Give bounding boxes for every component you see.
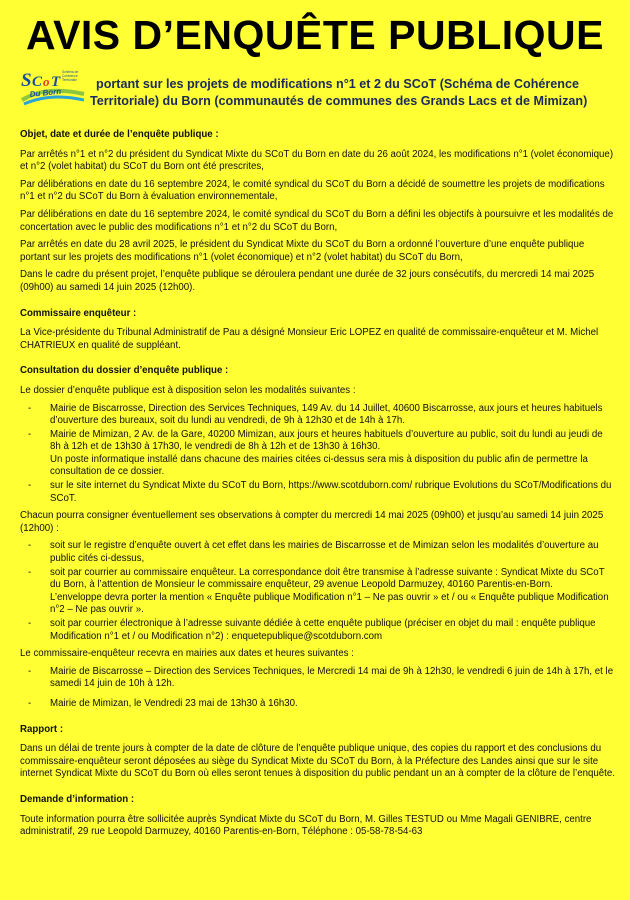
consultation-list bbox=[20, 403, 616, 506]
section-rapport bbox=[20, 724, 616, 781]
paragraph: Par arrêtés n°1 et n°2 du président du Syndicat Mixte du SCoT du Born en date du 26 août 2024, les modifications n°1 (volet économique) et n°2 (volet habitat) du SCoT du Born ont été prescrites, bbox=[20, 148, 614, 173]
paragraph: Le commissaire-enquêteur recevra en mairies aux dates et heures suivantes : bbox=[20, 648, 354, 660]
section-heading: Consultation du dossier d’enquête publique : bbox=[20, 365, 229, 377]
paragraph: Chacun pourra consigner éventuellement ses observations à compter du mercredi 14 mai 2025 (09h00) et jusqu’au samedi 14 juin 2025 (12h00) : bbox=[20, 510, 604, 534]
section-heading: Rapport : bbox=[20, 723, 64, 735]
paragraph: Dans le cadre du présent projet, l’enquête publique se déroulera pendant une durée de 32 jours consécutifs, du mercredi 14 mai 2025 (09h00) au samedi 14 juin 2025 (12h00). bbox=[20, 269, 595, 293]
observations-list bbox=[20, 540, 616, 643]
paragraph: Toute information pourra être sollicitée auprès Syndicat Mixte du SCoT du Born, M. Gilles TESTUD ou Mme Magali GENIBRE, centre administratif, 29 rue Leopold Darmuzey, 40160 Parentis-en-Born, Téléphone : 05-58-78-54-63 bbox=[20, 813, 592, 838]
section-objet bbox=[20, 129, 616, 295]
section-heading: Objet, date et durée de l’enquête publique : bbox=[20, 129, 219, 140]
list-item: - soit par courrier électronique à l’adresse suivante dédiée à cette enquête publique (préciser en objet du mail : enquête publique Modification n°1 et / ou Modification n°2) : enquetepublique@scotduborn.com bbox=[20, 618, 616, 643]
section-consultation bbox=[20, 365, 616, 710]
svg-text:C: C bbox=[32, 74, 43, 90]
paragraph: Par délibérations en date du 16 septembre 2024, le comité syndical du SCoT du Born a décidé de soumettre les projets de modifications n°1 et n°2 du SCoT du Born à évaluation environnementale, bbox=[20, 178, 605, 203]
notice-title: AVIS D’ENQUÊTE PUBLIQUE bbox=[26, 12, 604, 58]
permanences-list bbox=[20, 666, 616, 711]
notice-body bbox=[20, 129, 616, 844]
list-item-text: Un poste informatique installé dans chacune des mairies citées ci-dessus sera mis à disposition du public afin de permettre la consultation de ce dossier. bbox=[50, 453, 588, 478]
svg-text:Cohérence: Cohérence bbox=[62, 74, 78, 78]
list-item: - Mairie de Biscarrosse, Direction des Services Techniques, 149 Av. du 14 Juillet, 40600 Biscarrosse, aux jours et heures habituels d’ouverture des bureaux, soit du lundi au vendredi, de 9h à 12h30 et de 14h à 17h. bbox=[20, 403, 616, 428]
svg-text:Territoriale: Territoriale bbox=[62, 78, 77, 82]
list-item bbox=[20, 567, 616, 617]
list-item-text: L’enveloppe devra porter la mention « Enquête publique Modification n°1 – Ne pas ouvrir » et / ou « Enquête publique Modification n°2 – Ne pas ouvrir ». bbox=[50, 591, 609, 616]
svg-text:Du Born: Du Born bbox=[29, 86, 62, 99]
notice-subtitle bbox=[90, 76, 626, 110]
paragraph: Dans un délai de trente jours à compter de la date de clôture de l’enquête publique unique, des copies du rapport et des conclusions du commissaire-enquêteur seront déposées au siège du Syndicat Mixte du SCoT du Born, à la Préfecture des Landes ainsi que sur le site internet Syndicat Mixte du SCoT du Born où elles seront tenues à disposition du public pendant un an à compter de la clôture de l’enquête. bbox=[20, 743, 615, 780]
subtitle-line-1: portant sur les projets de modifications n°1 et 2 du SCoT (Schéma de Cohérence bbox=[96, 77, 579, 91]
svg-text:T: T bbox=[51, 74, 61, 90]
list-item: - soit sur le registre d’enquête ouvert à cet effet dans les mairies de Biscarrosse et de Mimizan selon les modalités d’ouverture au public cités ci-dessus, bbox=[20, 540, 616, 565]
subtitle-line-2: Territoriale) du Born (communautés de communes des Grands Lacs et de Mimizan) bbox=[90, 94, 588, 108]
list-item: - Mairie de Mimizan, le Vendredi 23 mai de 13h30 à 16h30. bbox=[20, 698, 616, 711]
svg-text:S: S bbox=[21, 70, 32, 91]
section-commissaire bbox=[20, 308, 616, 353]
scot-du-born-logo bbox=[18, 64, 88, 108]
svg-text:o: o bbox=[43, 74, 50, 89]
list-item bbox=[20, 429, 616, 479]
section-heading: Commissaire enquêteur : bbox=[20, 307, 137, 319]
list-item: - Mairie de Biscarrosse – Direction des Services Techniques, le Mercredi 14 mai de 9h à 12h30, le vendredi 6 juin de 14h à 17h, et le samedi 14 juin de 10h à 12h. bbox=[20, 666, 616, 691]
list-item-text: - Mairie de Mimizan, 2 Av. de la Gare, 40200 Mimizan, aux jours et heures habituels d’ouverture au public, soit du lundi au jeudi de 8h à 12h et de 13h30 à 17h30, le vendredi de 8h à 12h et de 13h30 à 16h30. bbox=[50, 428, 603, 453]
section-demande bbox=[20, 794, 616, 839]
section-heading: Demande d’information : bbox=[20, 793, 135, 805]
paragraph: Par arrêtés en date du 28 avril 2025, le président du Syndicat Mixte du SCoT du Born a ordonné l’ouverture d’une enquête publique portant sur les projets des modifications n°1 (volet économique) et n°2 (volet habitat) du SCoT du Born, bbox=[20, 239, 585, 263]
svg-text:Schéma de: Schéma de bbox=[62, 70, 79, 74]
paragraph: Par délibérations en date du 16 septembre 2024, le comité syndical du SCoT du Born a défini les objectifs à poursuivre et les modalités de concertation avec le public des modifications n°1 et n°2 du SCoT du Born, bbox=[20, 208, 614, 233]
paragraph: Le dossier d’enquête publique est à disposition selon les modalités suivantes : bbox=[20, 384, 356, 396]
paragraph: La Vice-présidente du Tribunal Administratif de Pau a désigné Monsieur Eric LOPEZ en qualité de commissaire-enquêteur et M. Michel CHATRIEUX en qualité de suppléant. bbox=[20, 327, 599, 351]
list-item-text: - soit par courrier au commissaire enquêteur. La correspondance doit être transmise à l’adresse suivante : Syndicat Mixte du SCoT du Born, à l’attention de Monsieur le commissaire enquêteur, 29 avenue Leopold Darmuzey, 40160 Parentis-en-Born. bbox=[50, 566, 605, 591]
list-item: - sur le site internet du Syndicat Mixte du SCoT du Born, https://www.scotduborn.com/ rubrique Evolutions du SCoT/Modifications du SCoT. bbox=[20, 480, 616, 505]
